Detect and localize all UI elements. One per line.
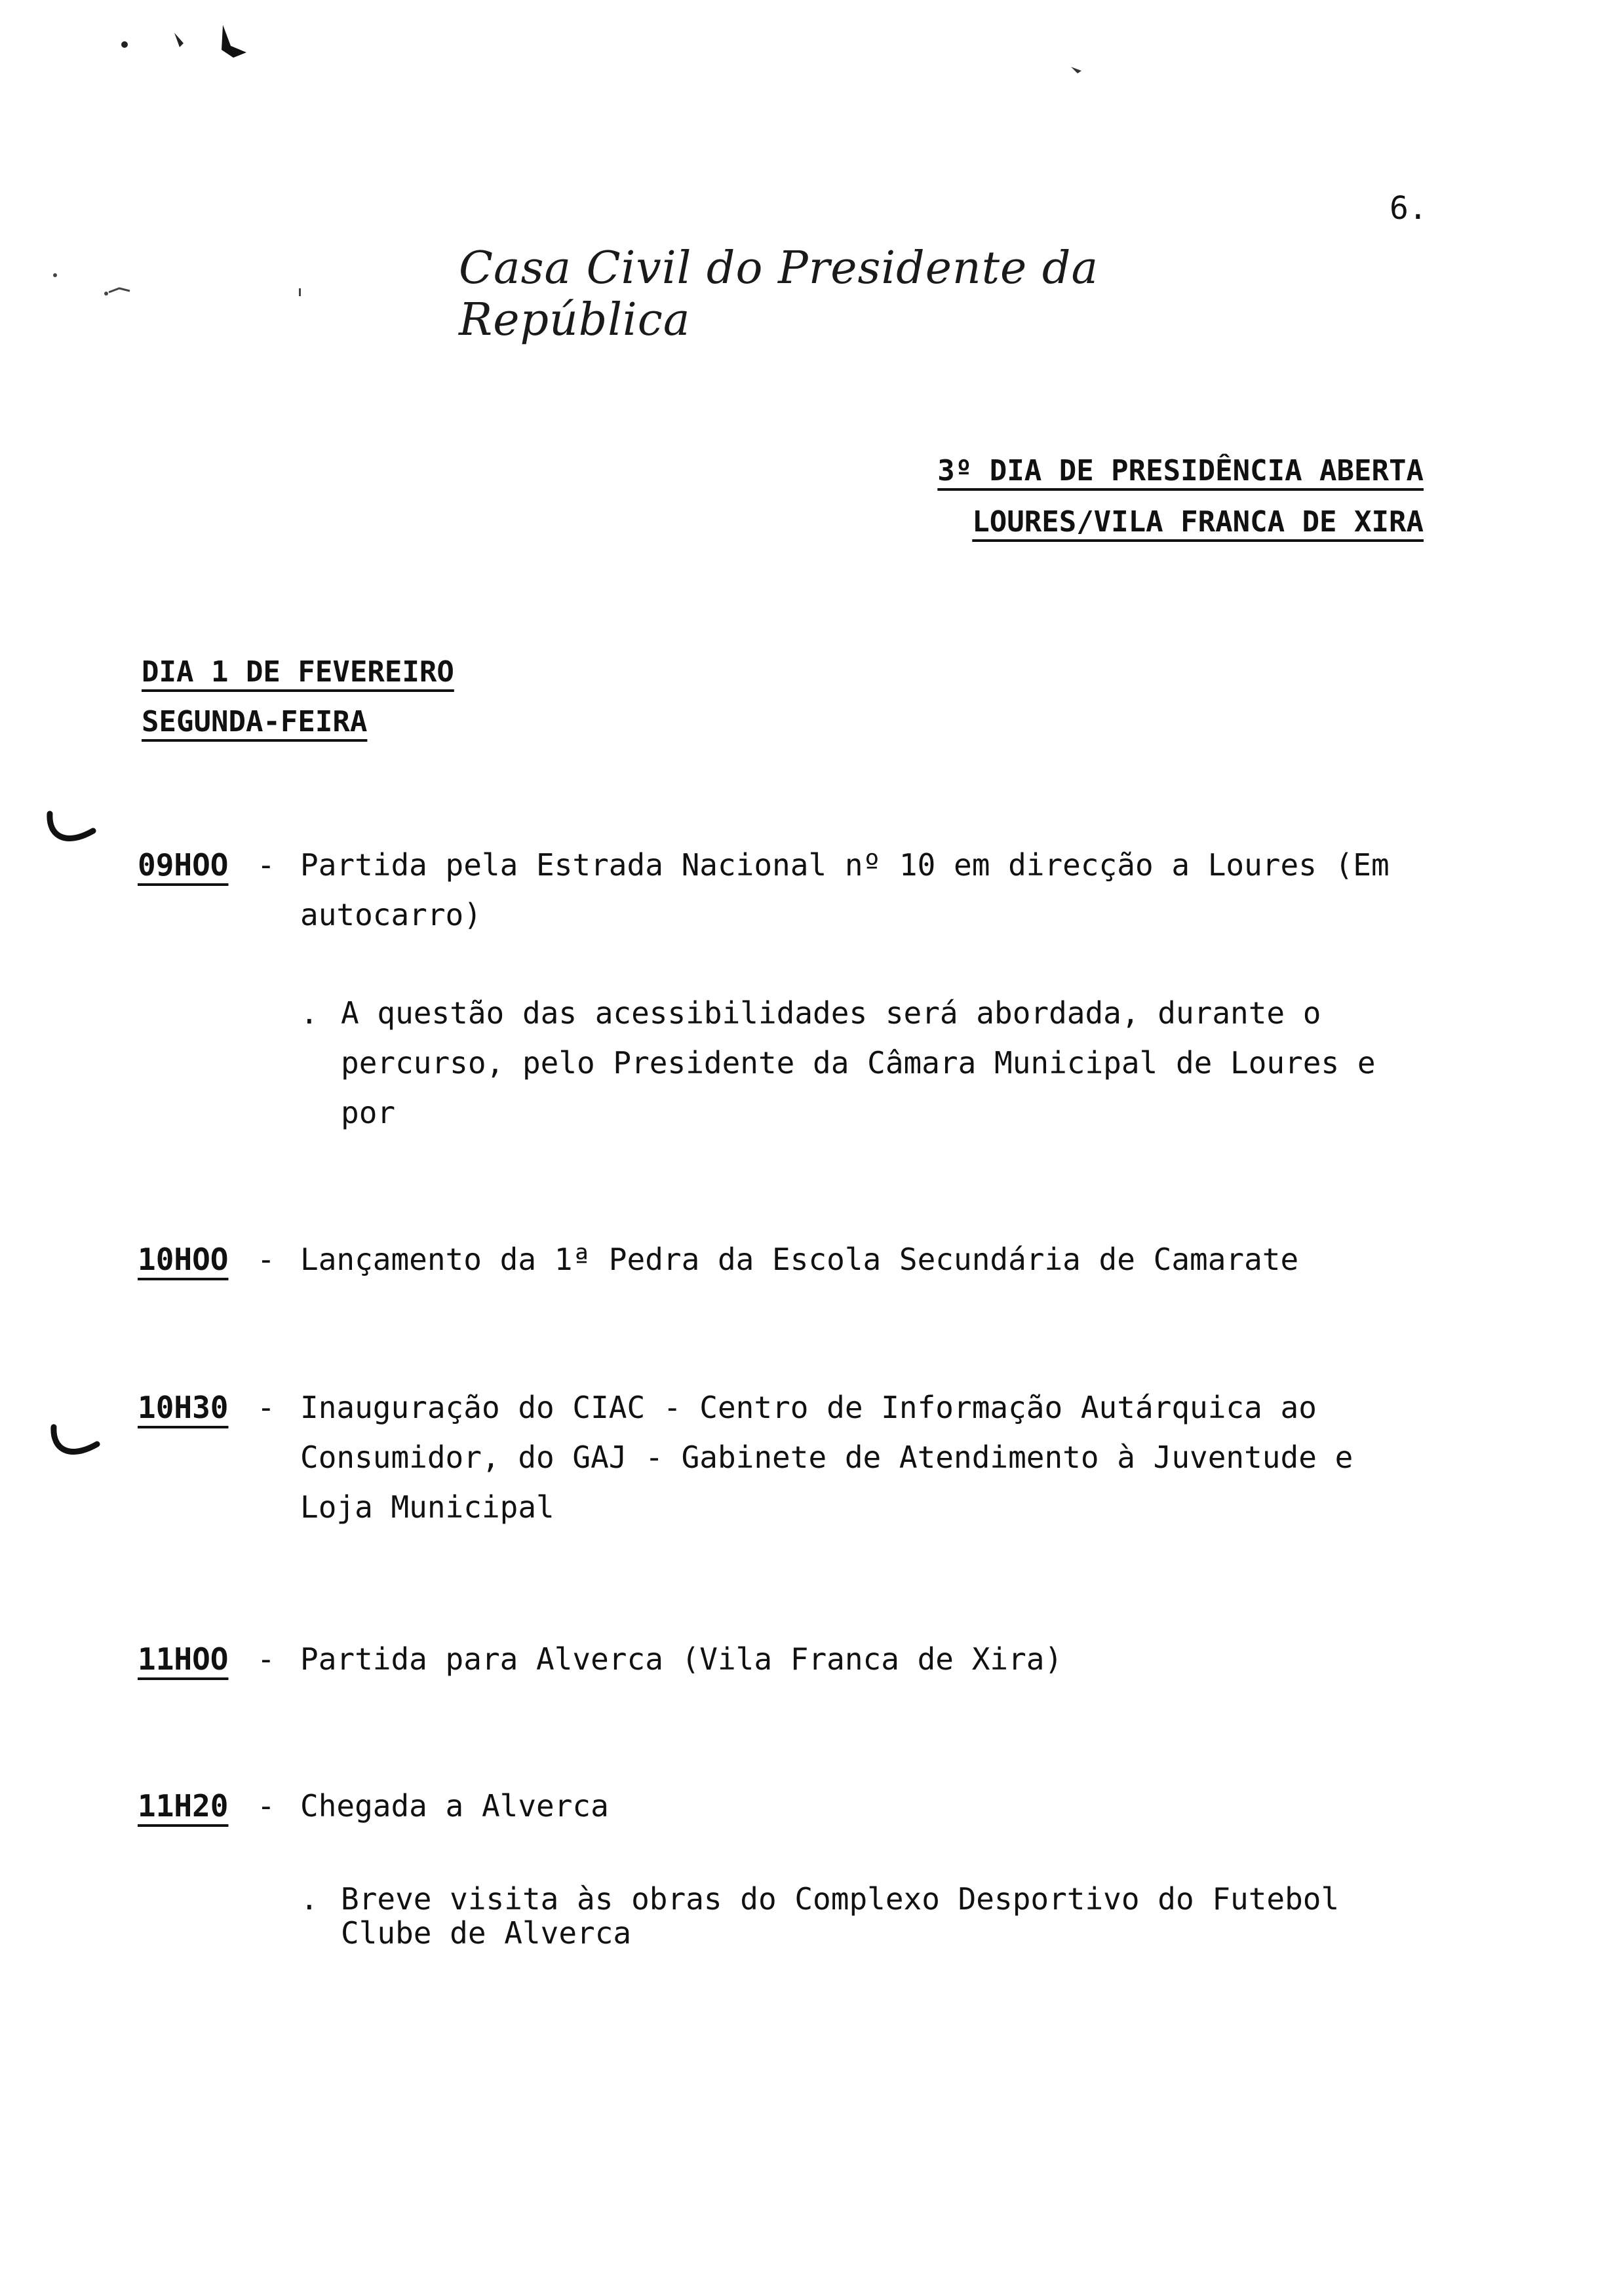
letterhead: Casa Civil do Presidente da República [459,242,1099,346]
entry-note [300,1882,1421,1950]
event-title: 3º DIA DE PRESIDÊNCIA ABERTA [937,454,1424,488]
scan-speck [111,13,282,59]
entry-dash: - [257,1788,275,1824]
date-block [142,647,454,747]
entry-time: 10HOO [138,1242,229,1277]
scan-speck [1068,63,1088,76]
entry-description: Partida pela Estrada Nacional nº 10 em direcção a Loures (Em autocarro) [300,847,1390,932]
margin-check-mark [46,810,98,849]
entry-time: 10H30 [138,1390,229,1425]
entry-dash: - [257,1641,275,1677]
entry-dash: - [257,1242,275,1277]
entry-time: 11HOO [138,1641,229,1677]
date-line: DIA 1 DE FEVEREIRO [142,655,454,689]
scan-speck [46,269,308,308]
event-header [937,446,1424,548]
entry-description: Partida para Alverca (Vila Franca de Xira) [300,1641,1063,1677]
bullet: . [300,1881,319,1917]
weekday-line: SEGUNDA-FEIRA [142,705,368,738]
entry-dash: - [257,1390,275,1425]
entry-note [300,988,1421,1138]
entry-dash: - [257,847,275,883]
page-number: 6. [1390,190,1428,227]
margin-check-mark [50,1423,102,1463]
entry-description: Chegada a Alverca [300,1788,609,1824]
event-location: LOURES/VILA FRANCA DE XIRA [972,505,1424,539]
entry-note-text: A questão das acessibilidades será abordada, durante o percurso, pelo Presidente da Câmara Municipal de Loures e por [341,995,1376,1130]
bullet: . [300,995,319,1031]
entry-description: Inauguração do CIAC - Centro de Informação Autárquica ao Consumidor, do GAJ - Gabinete de Atendimento à Juventude e Loja Municipal [300,1390,1353,1525]
entry-time: 09HOO [138,847,229,883]
entry-description: Lançamento da 1ª Pedra da Escola Secundária de Camarate [300,1242,1299,1277]
entry-note-text: Breve visita às obras do Complexo Desportivo do Futebol Clube de Alverca [341,1881,1340,1951]
entry-time: 11H20 [138,1788,229,1824]
